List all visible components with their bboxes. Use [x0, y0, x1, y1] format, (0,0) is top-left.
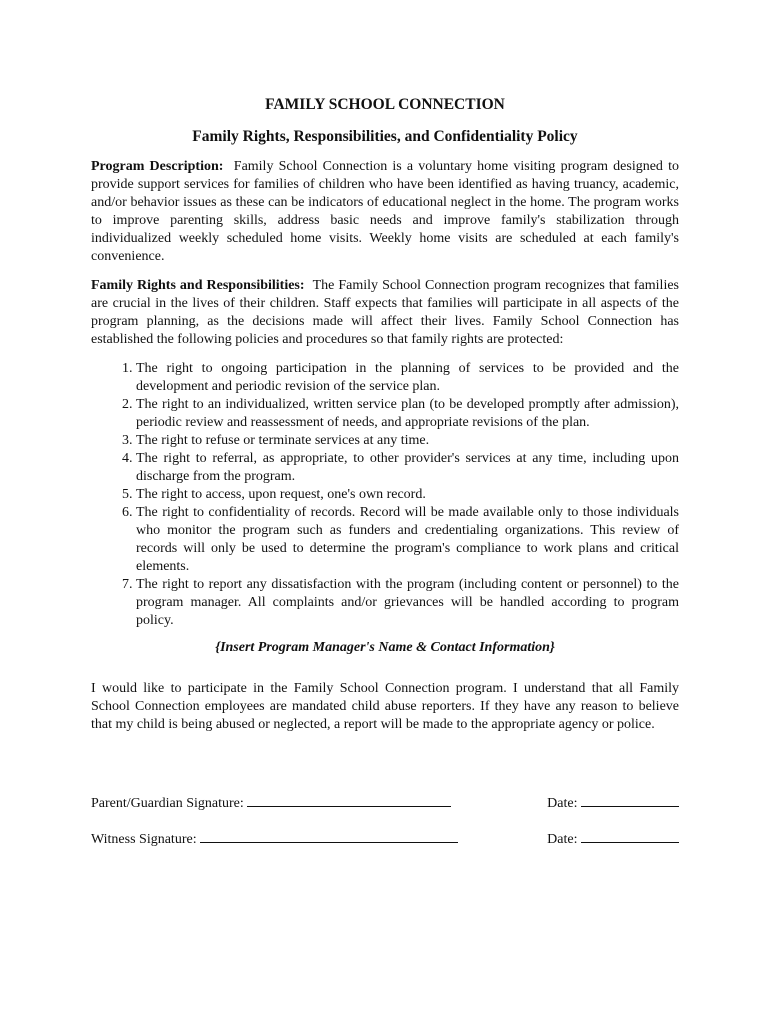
witness-date-label: Date:	[547, 832, 578, 847]
parent-signature-field[interactable]	[91, 792, 451, 812]
parent-date-line[interactable]	[581, 792, 679, 807]
parent-date-label: Date:	[547, 796, 578, 811]
witness-signature-label: Witness Signature:	[91, 832, 197, 847]
family-rights-paragraph	[91, 277, 679, 349]
rights-list-item: 5. The right to access, upon request, one's own record.	[136, 486, 679, 504]
parent-signature-label: Parent/Guardian Signature:	[91, 796, 244, 811]
rights-list-item: 2. The right to an individualized, written service plan (to be developed promptly after admission), periodic review and reassessment of needs, and appropriate revisions of the plan.	[136, 396, 679, 432]
program-manager-placeholder: {Insert Program Manager's Name & Contact Information}	[215, 640, 555, 655]
family-rights-label: Family Rights and Responsibilities:	[91, 278, 305, 293]
document-title: FAMILY SCHOOL CONNECTION	[265, 96, 505, 113]
family-rights-text: The Family School Connection program recognizes that families are crucial in the lives of their children. Staff expects that families will participate in all aspects of the program planning, as the decisions made will affect their lives. Family School Connection has established the following policies and procedures so that family rights are protected:	[91, 278, 679, 347]
parent-date-field[interactable]	[547, 792, 679, 812]
rights-list-item: 1. The right to ongoing participation in the planning of services to be provided and the development and periodic revision of the service plan.	[136, 360, 679, 396]
rights-list-item: 4. The right to referral, as appropriate, to other provider's services at any time, including upon discharge from the program.	[136, 450, 679, 486]
witness-signature-field[interactable]	[91, 828, 458, 848]
consent-paragraph: I would like to participate in the Family School Connection program. I understand that all Family School Connection employees are mandated child abuse reporters. If they have any reason to believe that my child is being abused or neglected, a report will be made to the appropriate agency or police.	[91, 681, 679, 732]
rights-list	[91, 360, 679, 630]
program-description-paragraph	[91, 158, 679, 266]
rights-list-item: 7. The right to report any dissatisfaction with the program (including content or personnel) to the program manager. All complaints and/or grievances will be handled according to program policy.	[136, 576, 679, 630]
document-page	[91, 96, 679, 864]
witness-date-field[interactable]	[547, 828, 679, 848]
parent-signature-line[interactable]	[247, 792, 451, 807]
witness-date-line[interactable]	[581, 828, 679, 843]
program-description-label: Program Description:	[91, 159, 224, 174]
rights-list-item: 3. The right to refuse or terminate services at any time.	[136, 432, 679, 450]
witness-signature-row	[91, 828, 679, 864]
witness-signature-line[interactable]	[200, 828, 458, 843]
rights-list-item: 6. The right to confidentiality of records. Record will be made available only to those individuals who monitor the program such as funders and credentialing organizations. This review of records will only be used to determine the program's compliance to work plans and critical elements.	[136, 504, 679, 576]
parent-signature-row	[91, 792, 679, 828]
document-subtitle: Family Rights, Responsibilities, and Confidentiality Policy	[192, 128, 578, 145]
program-description-text: Family School Connection is a voluntary home visiting program designed to provide support services for families of children who have been identified as having truancy, academic, and/or behavior issues as these can be indicators of educational neglect in the home. The program works to improve parenting skills, address basic needs and improve family's stabilization through individualized weekly scheduled home visits. Weekly home visits are scheduled at each family's convenience.	[91, 159, 679, 264]
